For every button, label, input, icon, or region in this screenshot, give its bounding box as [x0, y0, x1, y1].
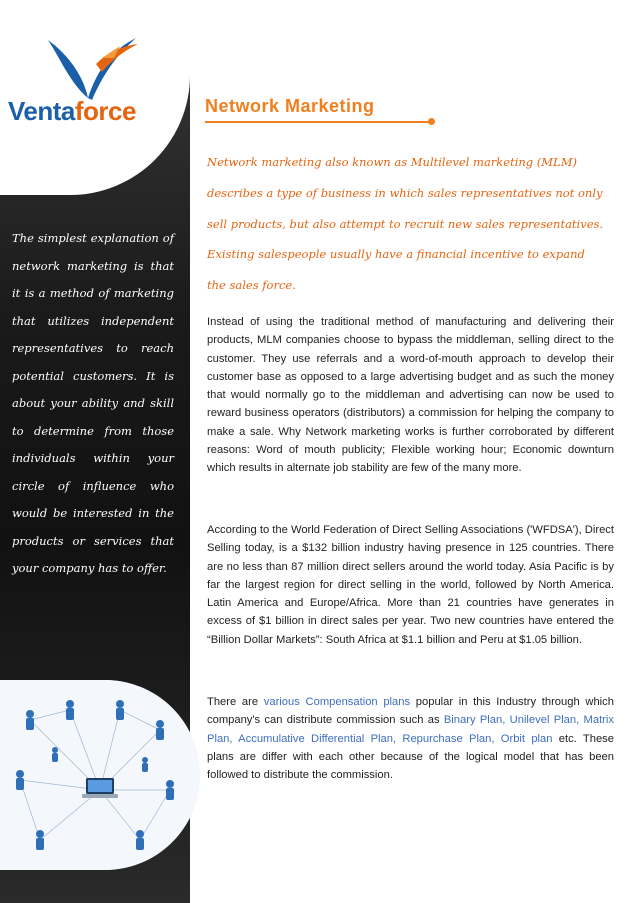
brand-part1: Venta	[8, 96, 75, 126]
intro-paragraph: Network marketing also known as Multilevel marketing (MLM) describes a type of business in which sales representatives not only sell products, but also attempt to recruit new sales representatives. Existing salespeople usually have a financial incentive to expand the sales force.	[207, 155, 604, 293]
compensation-plans-link[interactable]: various Compensation plans	[263, 696, 411, 708]
paragraph3-text-1: There are	[207, 696, 264, 708]
paragraph3-text-2: popular in this Industry through which company's can distribute commission such as	[207, 696, 614, 727]
sidebar-quote: The simplest explanation of network marketing is that it is a method of marketing that utilizes independent representatives to reach potential customers. It is about your ability and skill to determine from those individuals within your circle of influence who would be interested in the products or services that your company has to offer.	[12, 231, 174, 575]
sidebar	[0, 0, 190, 903]
title-underline-dot	[428, 118, 435, 125]
brand-logotype	[8, 96, 136, 127]
plan-types-link[interactable]: Binary Plan, Unilevel Plan, Matrix Plan, Accumulative Differential Plan, Repurchase Plan, Orbit plan	[207, 714, 614, 745]
body-paragraph-1: Instead of using the traditional method of manufacturing and delivering their products, MLM companies choose to bypass the middleman, selling direct to the customer. They use referrals and a word-of-mouth approach to develop their customer base as opposed to a large advertising budget and as such the money that would normally go to the middleman and advertising can now be used to reward business operators (distributors) a commission for helping the company to make a sale. Why Network marketing works is further corroborated by different reasons: Word of mouth publicity; Flexible working hour; Economic downturn which results in alternate job stability are few of the many more.	[207, 316, 614, 475]
logo-panel	[0, 0, 190, 195]
network-people-icon	[0, 680, 200, 870]
paragraph3-text-3: etc. These plans are differ with each other because of the logical model that has been followed to distribute the commission.	[207, 732, 614, 782]
page-title: Network Marketing	[205, 96, 375, 116]
network-illustration	[0, 680, 200, 870]
body-paragraph-3	[207, 693, 614, 784]
title-underline	[205, 121, 430, 123]
brand-part2: force	[74, 96, 136, 126]
body-paragraph-2: According to the World Federation of Direct Selling Associations ('WFDSA'), Direct Selling today, is a $132 billion industry having presence in 125 countries. There are no less than 87 million direct sellers around the world today. Asia Pacific is by far the largest region for direct selling in the world, followed by North America. Latin America and Europe/Africa. More than 21 countries have generates in excess of $1 billion in direct sales per year. Two new countries have entered the “Billion Dollar Markets”: South Africa at $1.1 billion and Peru at $1.05 billion.	[207, 524, 614, 646]
